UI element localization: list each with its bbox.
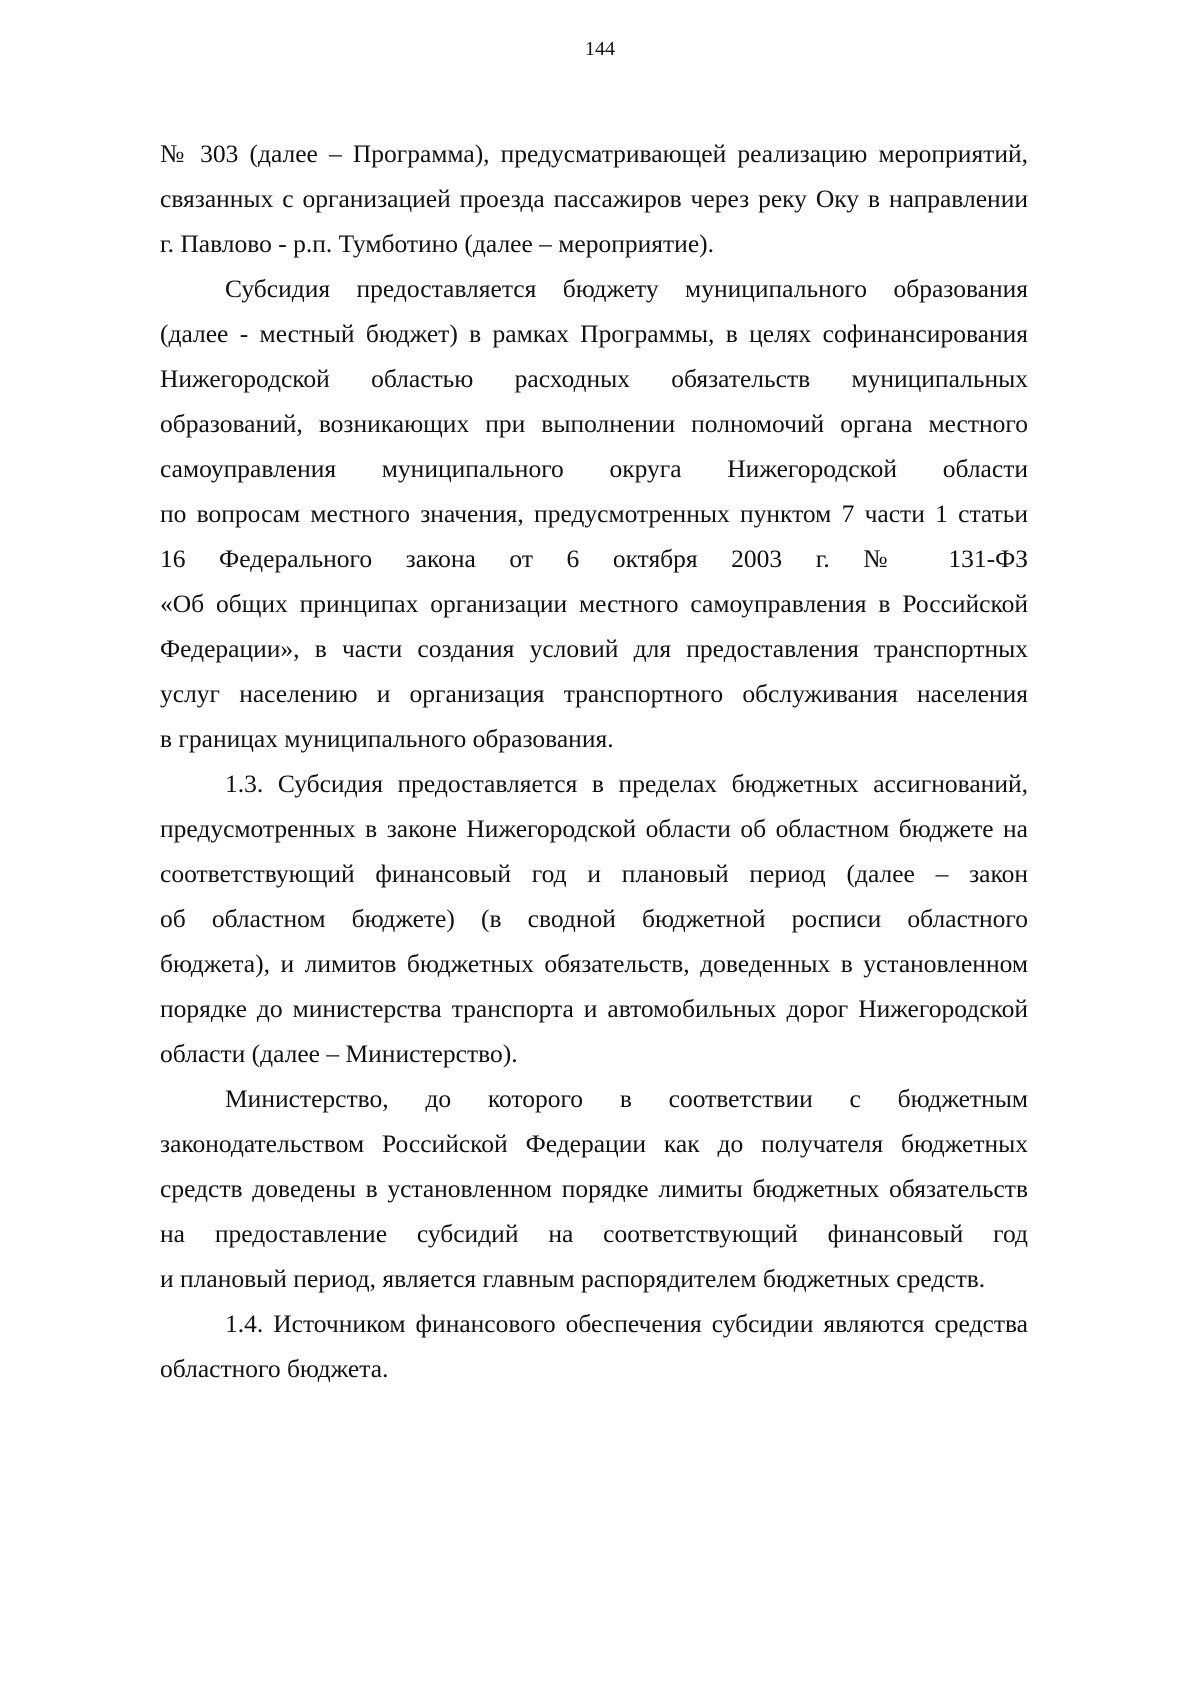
text-line: бюджета), и лимитов бюджетных обязательств, доведенных в установленном bbox=[160, 949, 1028, 978]
text-line: Нижегородской областью расходных обязательств муниципальных bbox=[160, 364, 1028, 393]
text-line: законодательством Российской Федерации как до получателя бюджетных bbox=[160, 1129, 1028, 1158]
text-line: соответствующий финансовый год и плановый период (далее – закон bbox=[160, 859, 1028, 888]
paragraph bbox=[160, 1301, 1028, 1391]
paragraph bbox=[160, 131, 1028, 266]
text-line: № 303 (далее – Программа), предусматривающей реализацию мероприятий, bbox=[160, 139, 1028, 168]
text-line: услуг населению и организация транспортного обслуживания населения bbox=[160, 679, 1028, 708]
text-line: области (далее – Министерство). bbox=[160, 1039, 518, 1068]
text-line: областного бюджета. bbox=[160, 1354, 389, 1383]
text-line: Федерации», в части создания условий для предоставления транспортных bbox=[160, 634, 1028, 663]
page-number: 144 bbox=[585, 38, 615, 60]
text-line: об областном бюджете) (в сводной бюджетной росписи областного bbox=[160, 904, 1028, 933]
text-line: по вопросам местного значения, предусмотренных пунктом 7 части 1 статьи bbox=[160, 499, 1028, 528]
paragraph bbox=[160, 1076, 1028, 1301]
text-line: 1.4. Источником финансового обеспечения субсидии являются средства bbox=[225, 1309, 1028, 1338]
text-line: «Об общих принципах организации местного самоуправления в Российской bbox=[160, 589, 1028, 618]
text-line: средств доведены в установленном порядке лимиты бюджетных обязательств bbox=[160, 1174, 1028, 1203]
text-line: предусмотренных в законе Нижегородской области об областном бюджете на bbox=[160, 814, 1028, 843]
text-line: г. Павлово - р.п. Тумботино (далее – мероприятие). bbox=[160, 229, 715, 258]
text-line: порядке до министерства транспорта и автомобильных дорог Нижегородской bbox=[160, 994, 1028, 1023]
text-line: связанных с организацией проезда пассажиров через реку Оку в направлении bbox=[160, 184, 1028, 213]
paragraph bbox=[160, 761, 1028, 1076]
text-line: на предоставление субсидий на соответствующий финансовый год bbox=[160, 1219, 1028, 1248]
text-line: (далее - местный бюджет) в рамках Программы, в целях софинансирования bbox=[160, 319, 1028, 348]
text-line: образований, возникающих при выполнении полномочий органа местного bbox=[160, 409, 1028, 438]
text-line: самоуправления муниципального округа Нижегородской области bbox=[160, 454, 1028, 483]
text-line: в границах муниципального образования. bbox=[160, 724, 614, 753]
paragraph bbox=[160, 266, 1028, 761]
text-line: Субсидия предоставляется бюджету муниципального образования bbox=[225, 274, 1028, 303]
text-line: и плановый период, является главным распорядителем бюджетных средств. bbox=[160, 1264, 986, 1293]
document-body bbox=[160, 131, 1028, 1391]
text-line: 16 Федерального закона от 6 октября 2003 г. № 131-ФЗ bbox=[160, 544, 1028, 573]
text-line: Министерство, до которого в соответствии с бюджетным bbox=[225, 1084, 1028, 1113]
text-line: 1.3. Субсидия предоставляется в пределах бюджетных ассигнований, bbox=[225, 769, 1028, 798]
